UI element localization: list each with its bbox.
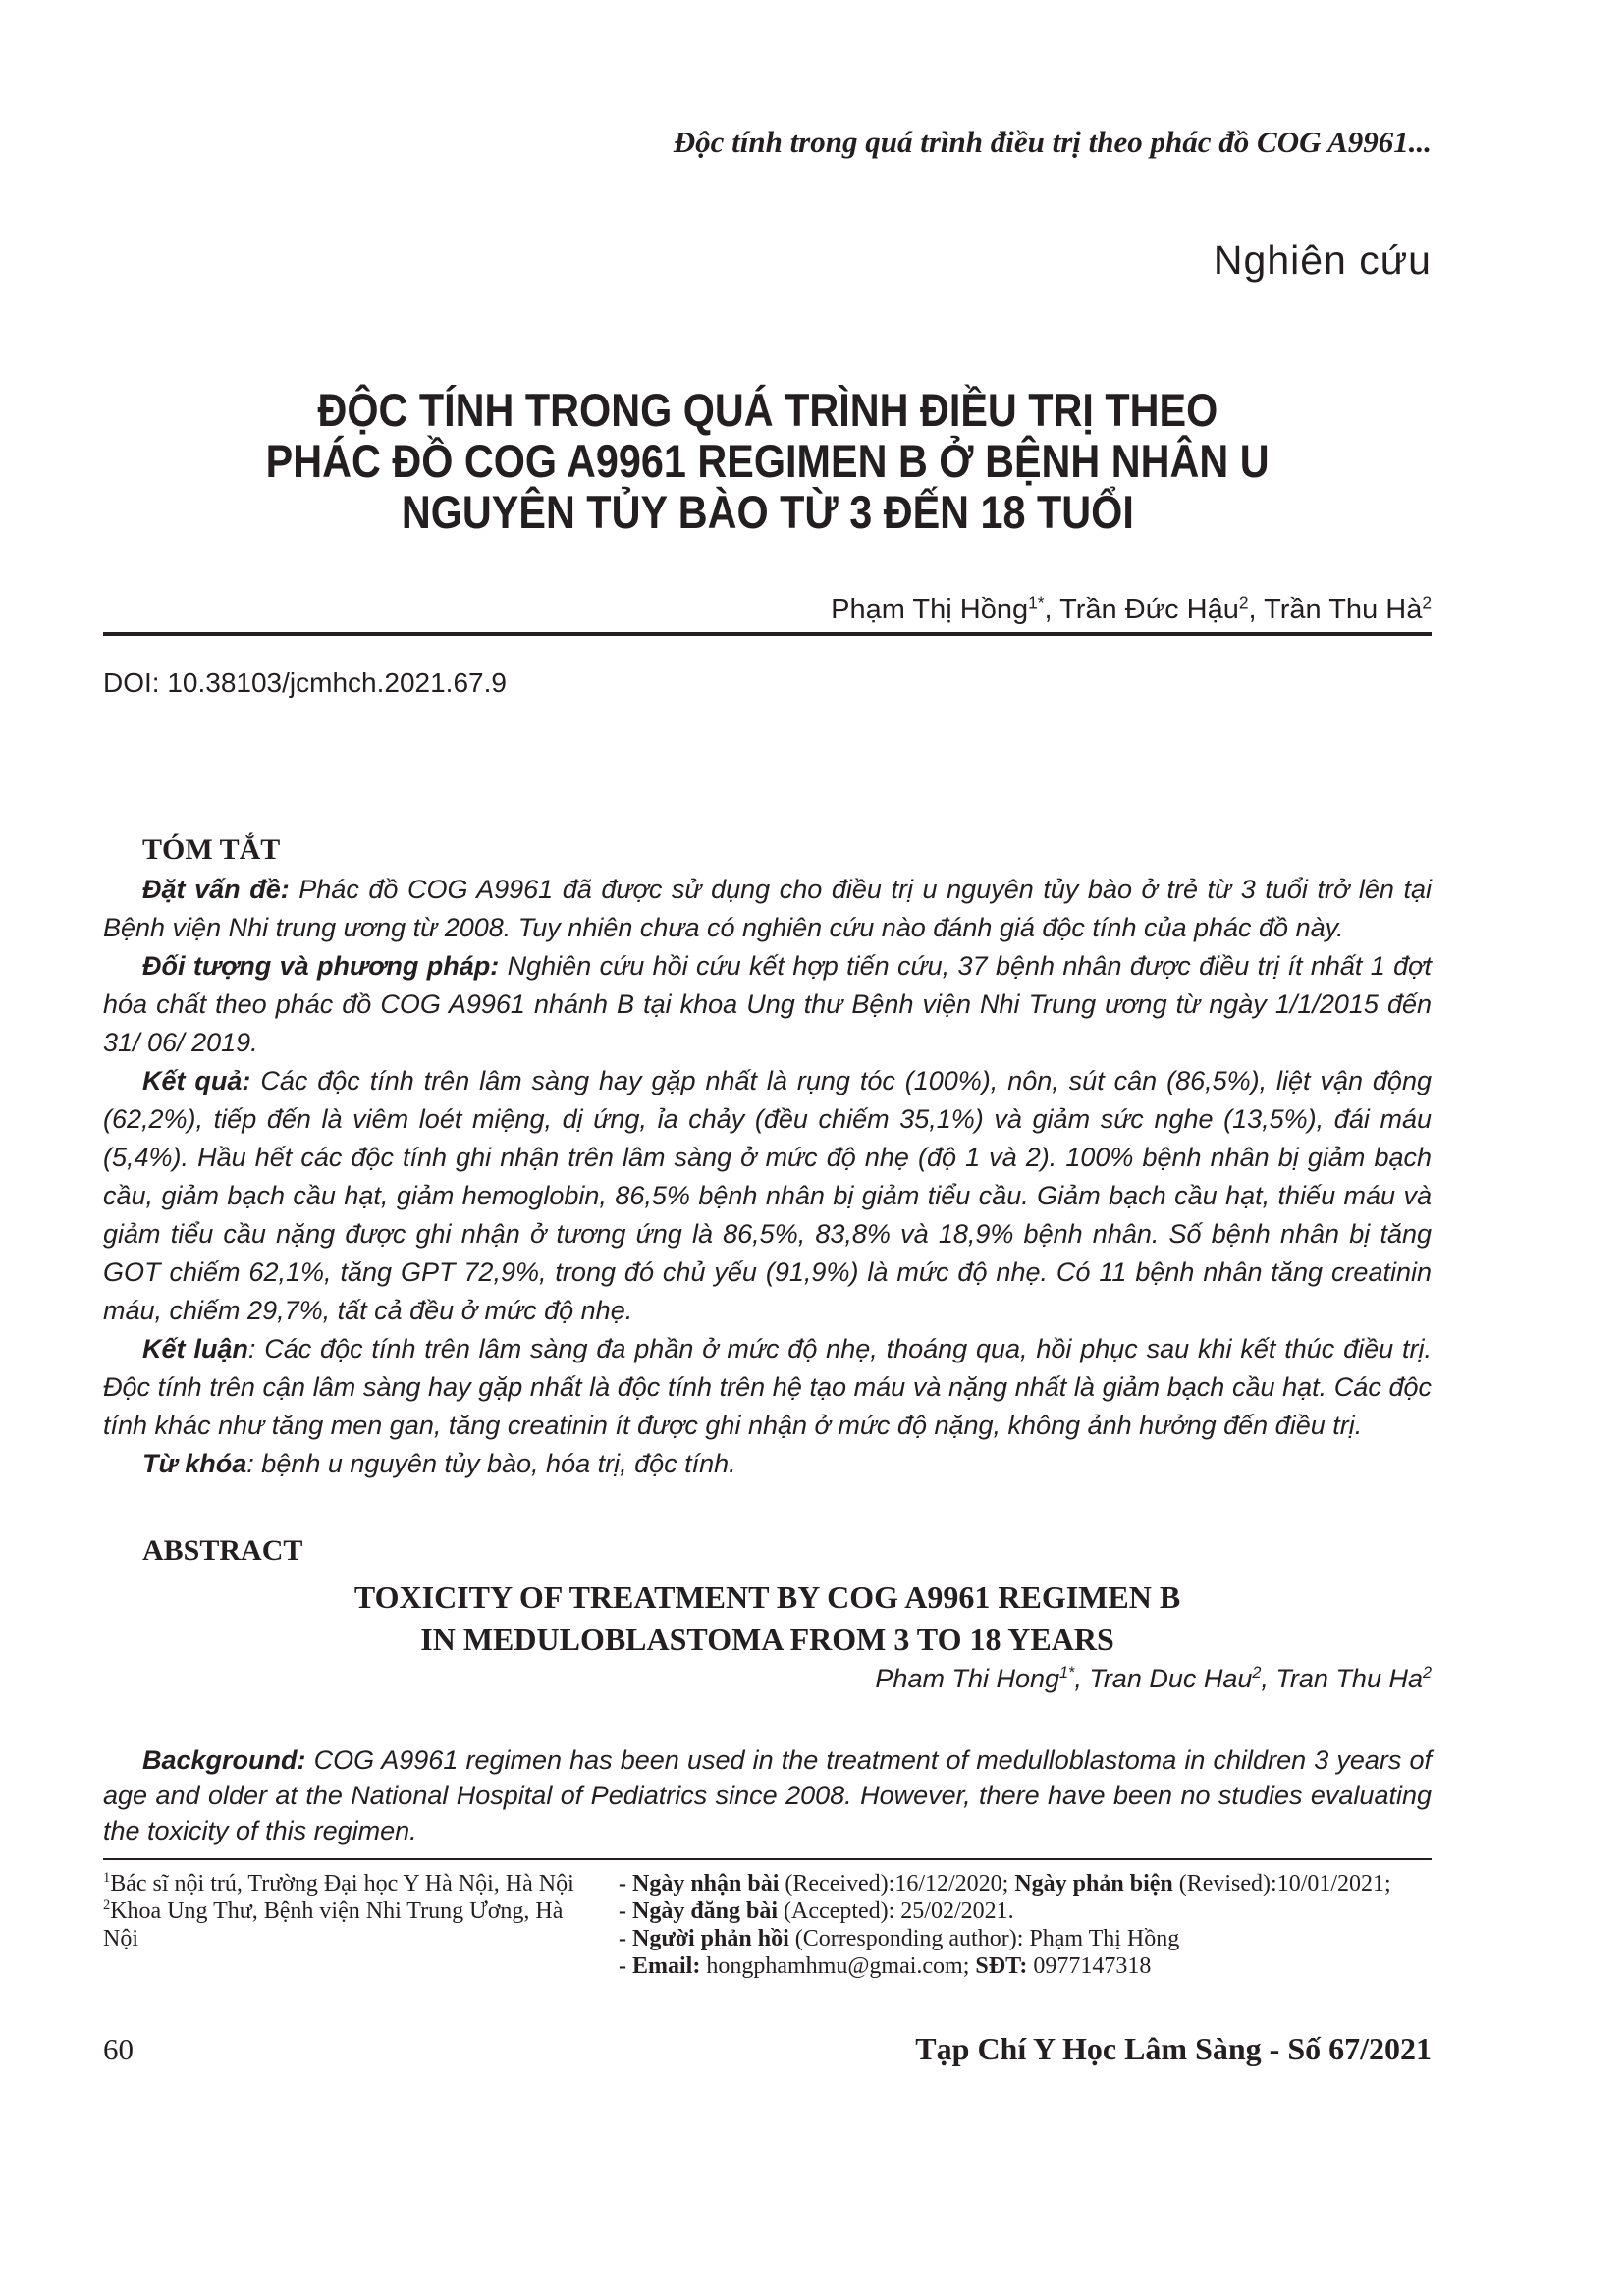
english-abstract bbox=[103, 1742, 1432, 1848]
abstract-heading: ABSTRACT bbox=[142, 1534, 303, 1567]
authors-vietnamese: Phạm Thị Hồng$^{1*}$, Trần Đức Hậu$^2$, Trần Thu $Hà^2$ bbox=[831, 592, 1432, 625]
email-phone: - Email: hongphamhmu@gmai.com; SĐT: 0977147318 bbox=[619, 1953, 1152, 1979]
journal-name: Tạp Chí Y Học Lâm Sàng - Số 67/2021 bbox=[915, 2031, 1432, 2066]
title-divider-rule bbox=[103, 632, 1432, 636]
vietnamese-abstract bbox=[103, 871, 1432, 1483]
page-footer bbox=[103, 2029, 1432, 2069]
affiliation-1: $^1$Bác sĩ nội trú, Trường Đại học Y Hà Nội, Hà Nội bbox=[103, 1870, 574, 1896]
authors-english: Pham Thi Hong$^{1*}$, Tran Duc Hau$^2$, Tran Thu Ha$^2$ bbox=[875, 1664, 1432, 1693]
paragraph-doi-tuong: Đối tượng và phương pháp: Nghiên cứu hồi cứu kết hợp tiến cứu, 37 bệnh nhân được điều trị ít nhất 1 đợt hóa chất theo phác đồ COG A9961 nhánh B tại khoa Ung thư Bệnh viện Nhi Trung ương từ ngày 1/1/2015 đến 31/ 06/ 2019. bbox=[103, 951, 1432, 1057]
article-title-line-2: PHÁC ĐỒ COG A9961 REGIMEN B Ở BỆNH NHÂN U bbox=[265, 435, 1270, 487]
footnote-divider-rule bbox=[103, 1858, 1432, 1860]
paragraph-ket-luan: Kết luận: Các độc tính trên lâm sàng đa phần ở mức độ nhẹ, thoáng qua, hồi phục sau khi kết thúc điều trị. Độc tính trên cận lâm sàng hay gặp nhất là độc tính trên hệ tạo máu và nặng nhất là giảm bạch cầu hạt. Các độc tính khác như tăng men gan, tăng creatinin ít được ghi nhận ở mức độ nặng, không ảnh hưởng đến điều trị. bbox=[103, 1334, 1432, 1440]
doi: DOI: 10.38103/jcmhch.2021.67.9 bbox=[103, 667, 507, 698]
article-title-line-1: ĐỘC TÍNH TRONG QUÁ TRÌNH ĐIỀU TRỊ THEO bbox=[317, 384, 1218, 436]
footnote-area bbox=[103, 1870, 1432, 1980]
paragraph-background: Background: COG A9961 regimen has been used in the treatment of medulloblastoma in children 3 years of age and older at the National Hospital of Pediatrics since 2008. However, there have been no studies evaluating the toxicity of this regimen. bbox=[103, 1745, 1433, 1845]
paragraph-ket-qua: Kết quả: Các độc tính trên lâm sàng hay gặp nhất là rụng tóc (100%), nôn, sút cân (86,5%), liệt vận động (62,2%), tiếp đến là viêm loét miệng, dị ứng, ỉa chảy (đều chiếm 35,1%) và giảm sức nghe (13,5%), đái máu (5,4%). Hầu hết các độc tính ghi nhận trên lâm sàng ở mức độ nhẹ (độ 1 và 2). 100% bệnh nhân bị giảm bạch cầu, giảm bạch cầu hạt, giảm hemoglobin, 86,5% bệnh nhân bị giảm tiểu cầu. Giảm bạch cầu hạt, thiếu máu và giảm tiểu cầu nặng được ghi nhận ở tương ứng là 86,5%, 83,8% và 18,9% bệnh nhân. Số bệnh nhân bị tăng GOT chiếm 62,1%, tăng GPT 72,9%, trong đó chủ yếu (91,9%) là mức độ nhẹ. Có 11 bệnh nhân tăng creatinin máu, chiếm 29,7%, tất cả đều ở mức độ nhẹ. bbox=[103, 1066, 1432, 1325]
paragraph-tu-khoa: Từ khóa: bệnh u nguyên tủy bào, hóa trị, độc tính. bbox=[142, 1449, 736, 1478]
received-revised-dates: - Ngày nhận bài (Received):16/12/2020; Ngày phản biện (Revised):10/01/2021; bbox=[619, 1871, 1391, 1896]
article-title bbox=[103, 385, 1432, 538]
english-title-line-1: TOXICITY OF TREATMENT BY COG A9961 REGIMEN B bbox=[353, 1579, 1181, 1615]
accepted-date: - Ngày đăng bài (Accepted): 25/02/2021. bbox=[619, 1898, 1014, 1924]
affiliation-2: $^2$Khoa Ung Thư, Bệnh viện Nhi Trung Ương, Hà Nội bbox=[103, 1897, 564, 1951]
page-number: 60 bbox=[103, 2032, 134, 2066]
running-head: Độc tính trong quá trình điều trị theo phác đồ COG A9961... bbox=[673, 125, 1432, 159]
article-history bbox=[619, 1870, 1432, 1980]
article-type-label: Nghiên cứu bbox=[1213, 238, 1432, 283]
affiliations bbox=[103, 1870, 574, 1980]
corresponding-author: - Người phản hồi (Corresponding author): Phạm Thị Hồng bbox=[619, 1926, 1180, 1951]
english-title-line-2: IN MEDULOBLASTOMA FROM 3 TO 18 YEARS bbox=[420, 1622, 1114, 1657]
english-title bbox=[103, 1576, 1432, 1661]
article-title-line-3: NGUYÊN TỦY BÀO TỪ 3 ĐẾN 18 TUỔI bbox=[401, 486, 1134, 538]
tom-tat-heading: TÓM TẮT bbox=[142, 833, 281, 866]
paragraph-dat-van-de: Đặt vấn đề: Phác đồ COG A9961 đã được sử dụng cho điều trị u nguyên tủy bào ở trẻ từ 3 tuổi trở lên tại Bệnh viện Nhi trung ương từ 2008. Tuy nhiên chưa có nghiên cứu nào đánh giá độc tính của phác đồ này. bbox=[103, 875, 1432, 942]
